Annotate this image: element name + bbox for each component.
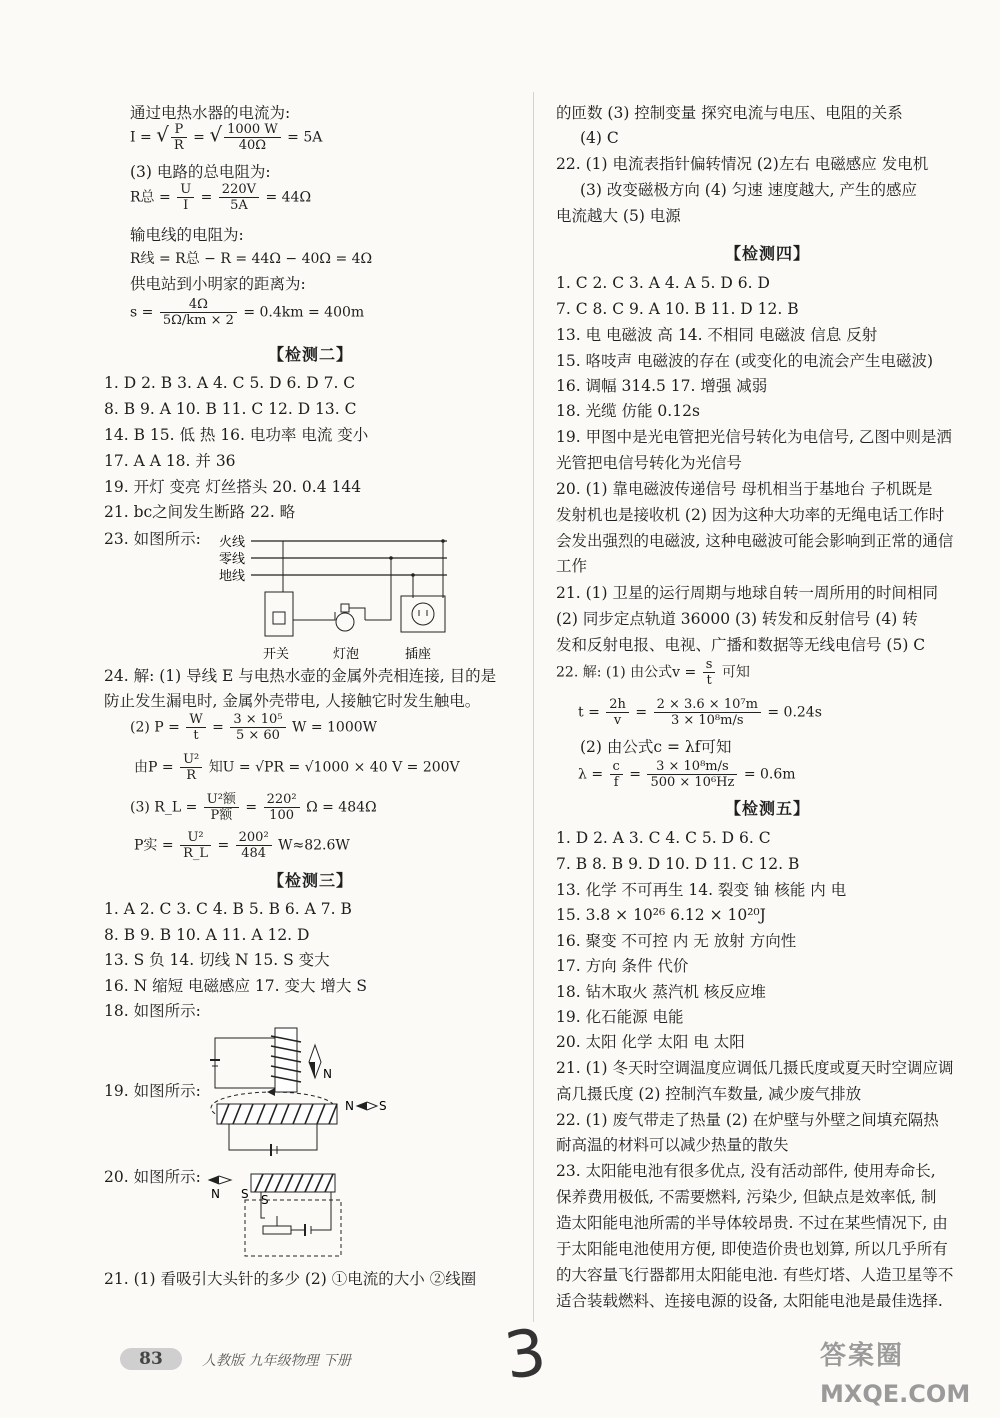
answer-line: 21. (1) 看吸引大头针的多少 (2) ①电流的大小 ②线圈 (104, 1270, 477, 1288)
watermark-logo: 答案圈 (820, 1341, 905, 1371)
fire-wire-label: 火线 (219, 535, 246, 550)
answer-line: 19. 化石能源 电能 (556, 1008, 684, 1026)
answer-line: 19. 如图所示: (104, 1082, 201, 1100)
answer-line: 13. S 负 14. 切线 N 15. S 变大 (104, 951, 330, 969)
handwritten-mark: 3 (500, 1315, 551, 1395)
answer-line: 13. 电 电磁波 高 14. 不相同 电磁波 信息 反射 (556, 326, 878, 344)
answer-line: 17. A A 18. 并 36 (104, 452, 236, 470)
section-heading: 【检测三】 (268, 871, 354, 890)
answer-line: 8. B 9. B 10. A 11. A 12. D (104, 926, 310, 944)
formula-current: I = √ $\frac{P}{R}$ = √ $\frac{1000 W}{40\Omega}$ = 5A (130, 122, 323, 153)
formula-time: t = $\frac{2h}{v}$ = $\frac{\text{2 × 3.6 × 10⁷m}}{\text{3 × 10⁸m/s}}$ = 0.24s (578, 697, 822, 728)
answer-line: 于太阳能电池使用方便, 即使造价贵也划算, 所以几乎所有 (556, 1240, 948, 1258)
answer-line: 18. 钻木取火 蒸汽机 核反应堆 (556, 983, 766, 1001)
answer-line: 21. bc之间发生断路 22. 略 (104, 503, 296, 521)
answer-line: 16. 调幅 314.5 17. 增强 减弱 (556, 377, 768, 395)
answer-line: 1. A 2. C 3. C 4. B 5. B 6. A 7. B (104, 900, 352, 918)
solenoid-field-figure-19 (205, 1080, 395, 1160)
page-number: 83 (120, 1348, 182, 1370)
answer-line: (2) 由公式c = λf可知 (580, 738, 732, 756)
answer-line: 工作 (556, 557, 588, 575)
section-heading: 【检测五】 (725, 799, 811, 818)
answer-line: 高几摄氏度 (2) 控制汽车数量, 减少废气排放 (556, 1085, 862, 1103)
text-line: 通过电热水器的电流为: (130, 104, 291, 122)
answer-line: 20. (1) 靠电磁波传递信号 母机相当于基地台 子机既是 (556, 480, 933, 498)
answer-line: 23. 如图所示: (104, 530, 201, 548)
n-pole-label: N (323, 1067, 332, 1081)
answer-line: 15. 咯吱声 电磁波的存在 (或变化的电流会产生电磁波) (556, 352, 934, 370)
answer-line: 20. 如图所示: (104, 1168, 201, 1186)
formula-line-resistance: R线 = R总 − R = 44Ω − 40Ω = 4Ω (130, 251, 373, 267)
answer-line: (3) 改变磁极方向 (4) 匀速 速度越大, 产生的感应 (580, 181, 917, 199)
answer-line: 17. 方向 条件 代价 (556, 957, 689, 975)
answer-line: (4) C (580, 129, 619, 147)
answer-line: 7. B 8. B 9. D 10. D 11. C 12. B (556, 855, 800, 873)
solenoid-figure-20 (205, 1168, 365, 1260)
s-pole-label: S (261, 1193, 269, 1207)
answer-line: 适合装载燃料、连接电源的设备, 太阳能电池是最佳选择. (556, 1292, 943, 1310)
answer-line: 24. 解: (1) 导线 E 与电热水壶的金属外壳相连接, 目的是 (104, 667, 497, 685)
switch-label: 开关 (263, 647, 290, 662)
answer-line: 16. N 缩短 电磁感应 17. 变大 增大 S (104, 977, 367, 995)
answer-line: (2) 同步定点轨道 36000 (3) 转发和反射信号 (4) 转 (556, 610, 918, 628)
answer-line: 18. 光缆 仿能 0.12s (556, 402, 700, 420)
formula-voltage: 由P = $\frac{\text{U²}}{R}$ 知U = √PR = √1000 × 40 V = 200V (134, 752, 460, 783)
formula-wavelength: λ = $\frac{c}{f}$ = $\frac{\text{3 × 10⁸m/s}}{\text{500 × 10⁶Hz}}$ = 0.6m (578, 759, 796, 790)
text-line: (3) 电路的总电阻为: (130, 163, 271, 181)
answer-line: 22. (1) 废气带走了热量 (2) 在炉壁与外壁之间填充隔热 (556, 1111, 939, 1129)
answer-line: 的大容量飞行器都用太阳能电池. 有些灯塔、人造卫星等不 (556, 1266, 954, 1284)
n-pole-label: N (211, 1187, 220, 1201)
neutral-wire-label: 零线 (219, 552, 246, 567)
s-pole-label: S (379, 1099, 387, 1113)
answer-line: 1. C 2. C 3. A 4. A 5. D 6. D (556, 274, 770, 292)
answer-line: 7. C 8. C 9. A 10. B 11. D 12. B (556, 300, 799, 318)
answer-line: 造太阳能电池所需的半导体较昂贵. 不过在某些情况下, 由 (556, 1214, 948, 1232)
bulb-label: 灯泡 (333, 647, 360, 662)
text-line: 输电线的电阻为: (130, 226, 244, 244)
socket-label: 插座 (405, 647, 432, 662)
answer-line: 16. 聚变 不可控 内 无 放射 方向性 (556, 932, 797, 950)
column-divider (533, 92, 534, 1322)
answer-line: 发射机也是接收机 (2) 因为这种大功率的无绳电话工作时 (556, 506, 945, 524)
answer-line: 18. 如图所示: (104, 1002, 201, 1020)
answer-line: 20. 太阳 化学 太阳 电 太阳 (556, 1033, 745, 1051)
answer-line: 会发出强烈的电磁波, 这种电磁波可能会影响到正常的通信 (556, 532, 954, 550)
answer-line: 防止发生漏电时, 金属外壳带电, 人接触它时发生触电。 (104, 692, 481, 710)
answer-line: 21. (1) 冬天时空调温度应调低几摄氏度或夏天时空调应调 (556, 1059, 954, 1077)
answer-line: 19. 开灯 变亮 灯丝搭头 20. 0.4 144 (104, 478, 362, 496)
book-title: 人教版 九年级物理 下册 (202, 1353, 351, 1369)
formula-speed: 22. 解: (1) 由公式v = $\frac{s}{t}$ 可知 (556, 657, 750, 688)
answer-line: 21. (1) 卫星的运行周期与地球自转一周所用的时间相同 (556, 584, 938, 602)
answer-line: 光管把电信号转化为光信号 (556, 454, 743, 472)
answer-line: 22. (1) 电流表指针偏转情况 (2)左右 电磁感应 发电机 (556, 155, 929, 173)
answer-line: 23. 太阳能电池有很多优点, 没有活动部件, 使用寿命长, (556, 1162, 936, 1180)
answer-line: 发和反射电报、电视、广播和数据等无线电信号 (5) C (556, 636, 926, 654)
formula-actual-power: P实 = $\frac{\text{U²}}{R\_L}$ = $\frac{\text{200²}}{484}$ W≈82.6W (134, 830, 350, 861)
answer-line: 13. 化学 不可再生 14. 裂变 铀 核能 内 电 (556, 881, 847, 899)
text-line: 供电站到小明家的距离为: (130, 275, 306, 293)
answer-line: 耐高温的材料可以减少热量的散失 (556, 1136, 789, 1154)
formula-total-resistance: R总 = $\frac{U}{I}$ = $\frac{220V}{5A}$ = 44Ω (130, 182, 312, 213)
formula-power: (2) P = $\frac{W}{t}$ = $\frac{\text{3 × 10⁵}}{5 \times 60}$ W = 1000W (130, 712, 378, 743)
answer-line: 19. 甲图中是光电管把光信号转化为电信号, 乙图中则是洒 (556, 428, 952, 446)
section-heading: 【检测二】 (268, 345, 354, 364)
answer-line: 保养费用极低, 不需要燃料, 污染少, 但缺点是效率低, 制 (556, 1188, 937, 1206)
answer-line: 15. 3.8 × 10²⁶ 6.12 × 10²⁰J (556, 906, 766, 924)
watermark-url: MXQE.COM (820, 1380, 971, 1408)
answer-line: 8. B 9. A 10. B 11. C 12. D 13. C (104, 400, 357, 418)
s-pole-label: S (241, 1187, 249, 1201)
ground-wire-label: 地线 (219, 569, 246, 584)
answer-line: 1. D 2. A 3. C 4. C 5. D 6. C (556, 829, 771, 847)
answer-line: 14. B 15. 低 热 16. 电功率 电流 变小 (104, 426, 369, 444)
answer-line: 电流越大 (5) 电源 (556, 207, 681, 225)
answer-line: 的匝数 (3) 控制变量 探究电流与电压、电阻的关系 (556, 104, 903, 122)
wiring-diagram (215, 530, 455, 665)
formula-lamp-resistance: (3) R_L = $\frac{\text{U²额}}{\text{P额}}$ = $\frac{\text{220²}}{100}$ Ω = 484Ω (130, 792, 377, 823)
answer-line: 1. D 2. B 3. A 4. C 5. D 6. D 7. C (104, 374, 356, 392)
formula-distance: s = $\frac{4\Omega}{5\Omega/km \times 2}$ = 0.4km = 400m (130, 297, 365, 328)
section-heading: 【检测四】 (725, 244, 811, 263)
n-pole-label: N (345, 1099, 354, 1113)
